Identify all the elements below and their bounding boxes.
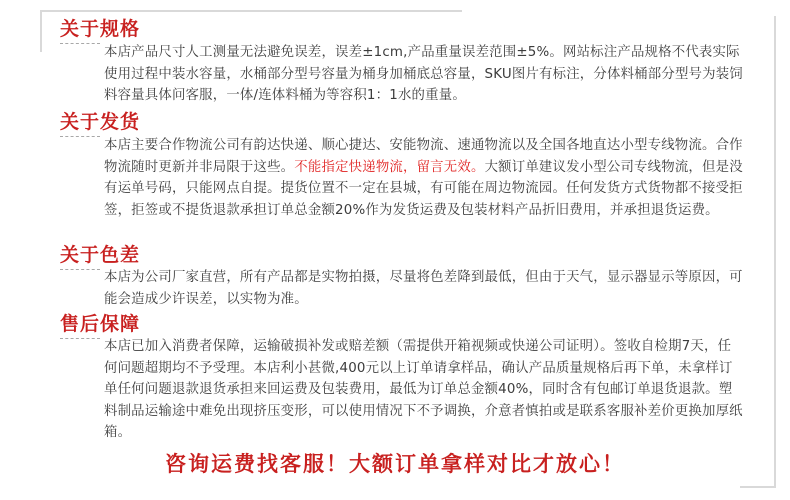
after-sales-text: 本店已加入消费者保障，运输破损补发或赔差额（需提供开箱视频或快递公司证明）。签收自检期7天，任何问题超期均不予受理。本店利小甚微,400元以上订单请拿样品，确认产品质量规格后再下单，未拿样订单任何问题退款退货承担来回运费及包装费用，最低为订单总金额40%，同时含有包邮订单退货退款。塑料制品运输途中难免出现挤压变形，可以使用情况下不予调换，介意者慎拍或是联系客服补差价更换加厚纸箱。 (104, 339, 743, 440)
specifications-text: 本店产品尺寸人工测量无法避免误差，误差±1cm,产品重量误差范围±5%。网站标注产品规格不代表实际使用过程中装水容量，水桶部分型号容量为桶身加桶底总容量，SKU图片有标注，分体料桶部分型号为装饲料容量具体问客服，一体/连体料桶为等容积1：1水的重量。 (104, 45, 743, 103)
section-title-color-difference: 关于色差 (60, 244, 141, 266)
color-difference-text: 本店为公司厂家直营，所有产品都是实物拍摄，尽量将色差降到最低，但由于天气，显示器显示等原因，可能会造成少许误差，以实物为准。 (104, 270, 743, 307)
shipping-text (104, 135, 744, 221)
section-title-after-sales: 售后保障 (60, 313, 141, 335)
section-underline (60, 136, 100, 137)
section-underline (60, 269, 100, 270)
corner-frame-bottom-right (740, 16, 776, 488)
section-underline (60, 338, 100, 339)
shipping-warning-text: 不能指定快递物流，留言无效。 (294, 159, 485, 175)
section-title-specifications: 关于规格 (60, 18, 141, 40)
shipping-text-part1: 本店主要合作物流公司有韵达快递、顺心捷达、安能物流、速通物流以及全国各地直达小型专线物流。合作物流随时更新并非局限于这些。 (104, 138, 743, 175)
shipping-text-part2: 大额订单建议发小型公司专线物流，但是没有运单号码，只能网点自提。提货位置不一定在县城，有可能在周边物流园。任何发货方式货物都不接受拒签，拒签或不提货退款承担订单总金额20%作为发货运费及包装材料产品折旧费用，并承担退货运费。 (104, 159, 743, 218)
section-underline (60, 43, 100, 44)
footer-slogan: 咨询运费找客服！大额订单拿样对比才放心！ (165, 452, 625, 476)
section-title-shipping: 关于发货 (60, 111, 141, 133)
